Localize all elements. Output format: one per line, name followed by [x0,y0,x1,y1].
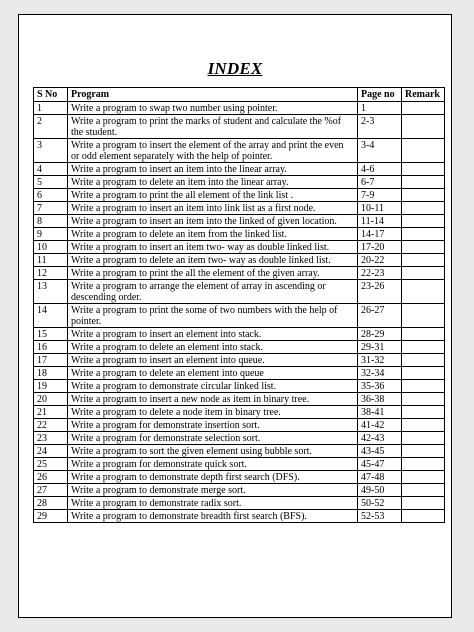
cell-remark [402,471,445,484]
cell-sno: 22 [34,419,68,432]
cell-sno: 13 [34,280,68,304]
cell-page-no: 52-53 [358,510,402,523]
table-header-row [34,88,445,102]
cell-program: Write a program to delete an item two- way as double linked list. [68,254,358,267]
table-row [34,267,445,280]
cell-program: Write a program to print the all element of the link list . [68,189,358,202]
cell-page-no: 29-31 [358,341,402,354]
cell-program: Write a program to insert an item into the linear array. [68,163,358,176]
table-row [34,176,445,189]
cell-sno: 5 [34,176,68,189]
table-row [34,304,445,328]
cell-page-no: 38-41 [358,406,402,419]
cell-program: Write a program to demonstrate circular linked list. [68,380,358,393]
cell-remark [402,510,445,523]
cell-sno: 11 [34,254,68,267]
cell-remark [402,380,445,393]
cell-remark [402,202,445,215]
cell-sno: 9 [34,228,68,241]
cell-sno: 1 [34,102,68,115]
cell-page-no: 17-20 [358,241,402,254]
cell-sno: 24 [34,445,68,458]
document-page [18,14,452,618]
cell-program: Write a program for demonstrate quick sort. [68,458,358,471]
cell-remark [402,176,445,189]
cell-page-no: 1 [358,102,402,115]
cell-remark [402,328,445,341]
cell-sno: 12 [34,267,68,280]
cell-page-no: 43-45 [358,445,402,458]
cell-program: Write a program to delete a node item in binary tree. [68,406,358,419]
cell-sno: 23 [34,432,68,445]
table-row [34,254,445,267]
cell-program: Write a program to arrange the element of array in ascending or descending order. [68,280,358,304]
cell-sno: 3 [34,139,68,163]
cell-program: Write a program to delete an item into the linear array. [68,176,358,189]
cell-remark [402,163,445,176]
cell-page-no: 20-22 [358,254,402,267]
cell-program: Write a program to swap two number using pointer. [68,102,358,115]
table-row [34,215,445,228]
cell-program: Write a program to insert an item two- way as double linked list. [68,241,358,254]
cell-remark [402,115,445,139]
cell-program: Write a program for demonstrate selection sort. [68,432,358,445]
table-row [34,510,445,523]
cell-remark [402,228,445,241]
table-row [34,328,445,341]
cell-sno: 7 [34,202,68,215]
page-title: INDEX [207,59,263,78]
cell-remark [402,341,445,354]
table-row [34,341,445,354]
table-row [34,102,445,115]
cell-page-no: 7-9 [358,189,402,202]
cell-remark [402,354,445,367]
cell-page-no: 49-50 [358,484,402,497]
cell-program: Write a program to print the all the element of the given array. [68,267,358,280]
cell-sno: 8 [34,215,68,228]
cell-remark [402,267,445,280]
cell-sno: 14 [34,304,68,328]
cell-remark [402,139,445,163]
table-row [34,497,445,510]
cell-remark [402,304,445,328]
cell-sno: 21 [34,406,68,419]
header-page-no: Page no [358,88,402,102]
table-row [34,471,445,484]
cell-remark [402,280,445,304]
cell-page-no: 11-14 [358,215,402,228]
cell-page-no: 26-27 [358,304,402,328]
cell-remark [402,367,445,380]
table-row [34,139,445,163]
cell-page-no: 41-42 [358,419,402,432]
header-remark: Remark [402,88,445,102]
cell-sno: 4 [34,163,68,176]
cell-program: Write a program to insert the element of the array and print the even or odd element separately with the help of pointer. [68,139,358,163]
cell-program: Write a program to demonstrate merge sort. [68,484,358,497]
table-row [34,241,445,254]
cell-page-no: 32-34 [358,367,402,380]
cell-page-no: 36-38 [358,393,402,406]
cell-page-no: 4-6 [358,163,402,176]
cell-program: Write a program to insert a new node as item in binary tree. [68,393,358,406]
cell-page-no: 31-32 [358,354,402,367]
cell-sno: 26 [34,471,68,484]
cell-remark [402,445,445,458]
cell-sno: 20 [34,393,68,406]
cell-page-no: 28-29 [358,328,402,341]
index-table-body [34,102,445,523]
table-row [34,406,445,419]
cell-program: Write a program for demonstrate insertion sort. [68,419,358,432]
cell-remark [402,215,445,228]
table-row [34,354,445,367]
cell-program: Write a program to insert an item into link list as a first node. [68,202,358,215]
cell-sno: 27 [34,484,68,497]
cell-program: Write a program to print the some of two numbers with the help of pointer. [68,304,358,328]
cell-sno: 15 [34,328,68,341]
cell-remark [402,406,445,419]
table-row [34,163,445,176]
cell-page-no: 6-7 [358,176,402,189]
cell-remark [402,484,445,497]
cell-remark [402,419,445,432]
cell-program: Write a program to demonstrate depth first search (DFS). [68,471,358,484]
cell-page-no: 22-23 [358,267,402,280]
cell-sno: 28 [34,497,68,510]
cell-program: Write a program to delete an element into queue [68,367,358,380]
cell-page-no: 14-17 [358,228,402,241]
cell-sno: 17 [34,354,68,367]
cell-sno: 25 [34,458,68,471]
cell-page-no: 10-11 [358,202,402,215]
cell-program: Write a program to print the marks of student and calculate the %of the student. [68,115,358,139]
cell-page-no: 3-4 [358,139,402,163]
cell-remark [402,497,445,510]
table-row [34,280,445,304]
cell-page-no: 35-36 [358,380,402,393]
cell-sno: 19 [34,380,68,393]
cell-remark [402,189,445,202]
cell-page-no: 47-48 [358,471,402,484]
cell-sno: 2 [34,115,68,139]
header-sno: S No [34,88,68,102]
cell-sno: 29 [34,510,68,523]
cell-page-no: 2-3 [358,115,402,139]
cell-program: Write a program to insert an item into the linked of given location. [68,215,358,228]
cell-sno: 6 [34,189,68,202]
table-row [34,432,445,445]
table-row [34,380,445,393]
cell-program: Write a program to delete an element into stack. [68,341,358,354]
cell-sno: 10 [34,241,68,254]
table-row [34,228,445,241]
table-row [34,445,445,458]
table-row [34,458,445,471]
cell-page-no: 23-26 [358,280,402,304]
cell-program: Write a program to demonstrate breadth first search (BFS). [68,510,358,523]
table-row [34,189,445,202]
cell-program: Write a program to insert an element into stack. [68,328,358,341]
cell-program: Write a program to demonstrate radix sort. [68,497,358,510]
table-row [34,419,445,432]
cell-remark [402,458,445,471]
cell-sno: 18 [34,367,68,380]
table-row [34,484,445,497]
table-row [34,393,445,406]
table-row [34,202,445,215]
cell-remark [402,254,445,267]
cell-sno: 16 [34,341,68,354]
cell-page-no: 50-52 [358,497,402,510]
cell-program: Write a program to insert an element into queue. [68,354,358,367]
header-program: Program [68,88,358,102]
cell-page-no: 42-43 [358,432,402,445]
cell-program: Write a program to delete an item from the linked list. [68,228,358,241]
cell-remark [402,102,445,115]
cell-program: Write a program to sort the given element using bubble sort. [68,445,358,458]
table-row [34,115,445,139]
index-table [33,87,445,523]
table-row [34,367,445,380]
cell-page-no: 45-47 [358,458,402,471]
cell-remark [402,241,445,254]
cell-remark [402,432,445,445]
cell-remark [402,393,445,406]
